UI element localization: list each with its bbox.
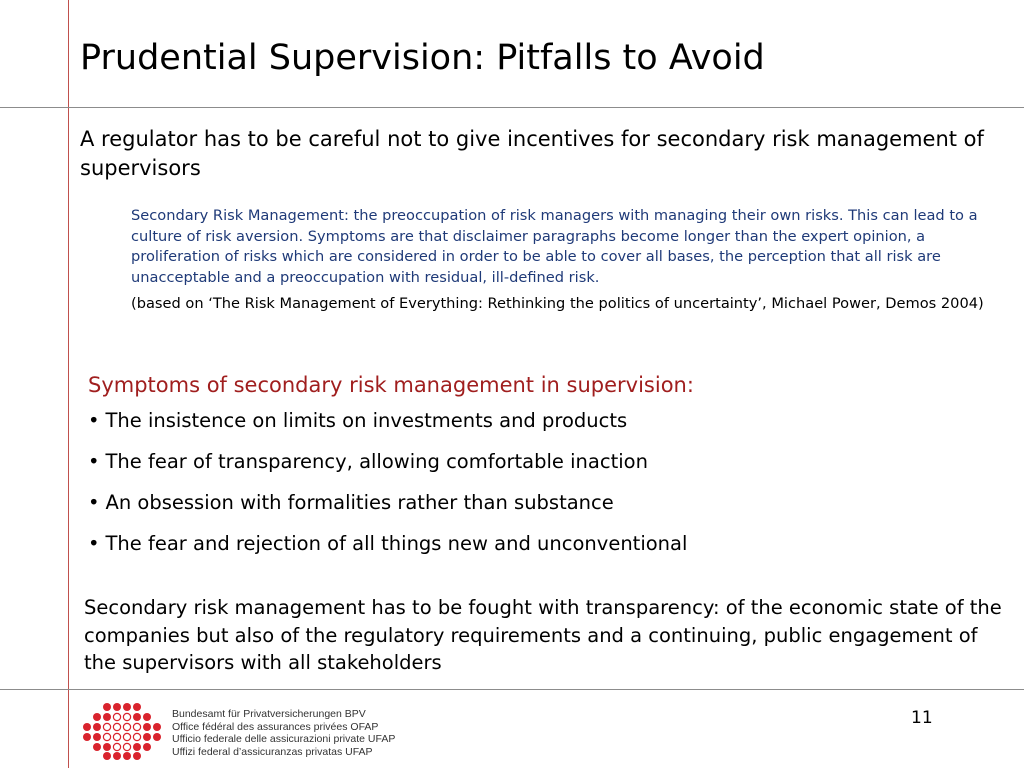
page-number: 11 xyxy=(911,708,933,728)
org-name-rm: Uffizi federal d’assicuranzas privatas UFAP xyxy=(172,745,373,758)
symptom-text: The fear of transparency, allowing comfortable inaction xyxy=(105,450,648,473)
header-divider xyxy=(0,107,1024,108)
org-name-de: Bundesamt für Privatversicherungen BPV xyxy=(172,708,366,720)
symptom-text: The insistence on limits on investments and products xyxy=(105,409,628,432)
symptom-text: An obsession with formalities rather than substance xyxy=(105,491,614,514)
org-name-fr: Office fédéral des assurances privées OFAP xyxy=(172,720,379,733)
definition-block xyxy=(131,206,1015,315)
symptom-list xyxy=(88,409,988,573)
symptoms-heading: Symptoms of secondary risk management in supervision: xyxy=(88,373,694,397)
organization-names xyxy=(172,708,395,758)
bullet-icon: • xyxy=(88,491,100,514)
bullet-icon: • xyxy=(88,532,100,555)
bullet-icon: • xyxy=(88,450,100,473)
footer-divider xyxy=(0,689,1024,690)
intro-text: A regulator has to be careful not to give incentives for secondary risk management of supervisors xyxy=(80,127,984,180)
federal-cross-dots-icon xyxy=(78,702,164,760)
symptoms-section xyxy=(88,369,988,573)
org-name-it: Ufficio federale delle assicurazioni private UFAP xyxy=(172,733,396,745)
definition-text: Secondary Risk Management: the preoccupation of risk managers with managing their own risks. This can lead to a culture of risk aversion. Symptoms are that disclaimer paragraphs become longer than the expert opinion, a proliferation of risks which are considered in order to be able to cover all bases, the perception that all risk are unacceptable and a preoccupation with residual, ill-defined risk. xyxy=(131,207,978,286)
list-item xyxy=(88,450,988,491)
list-item xyxy=(88,532,988,573)
symptom-text: The fear and rejection of all things new and unconventional xyxy=(105,532,688,555)
slide-title: Prudential Supervision: Pitfalls to Avoid xyxy=(80,38,765,78)
bullet-icon: • xyxy=(88,409,100,432)
source-citation: (based on ‘The Risk Management of Everything: Rethinking the politics of uncertainty’, Michael Power, Demos 2004) xyxy=(131,295,984,312)
list-item xyxy=(88,409,988,450)
conclusion-text: Secondary risk management has to be fought with transparency: of the economic state of the companies but also of the regulatory requirements and a continuing, public engagement of the supervisors with all stakeholders xyxy=(84,596,1002,674)
list-item xyxy=(88,491,988,532)
vertical-accent-line xyxy=(68,0,69,768)
